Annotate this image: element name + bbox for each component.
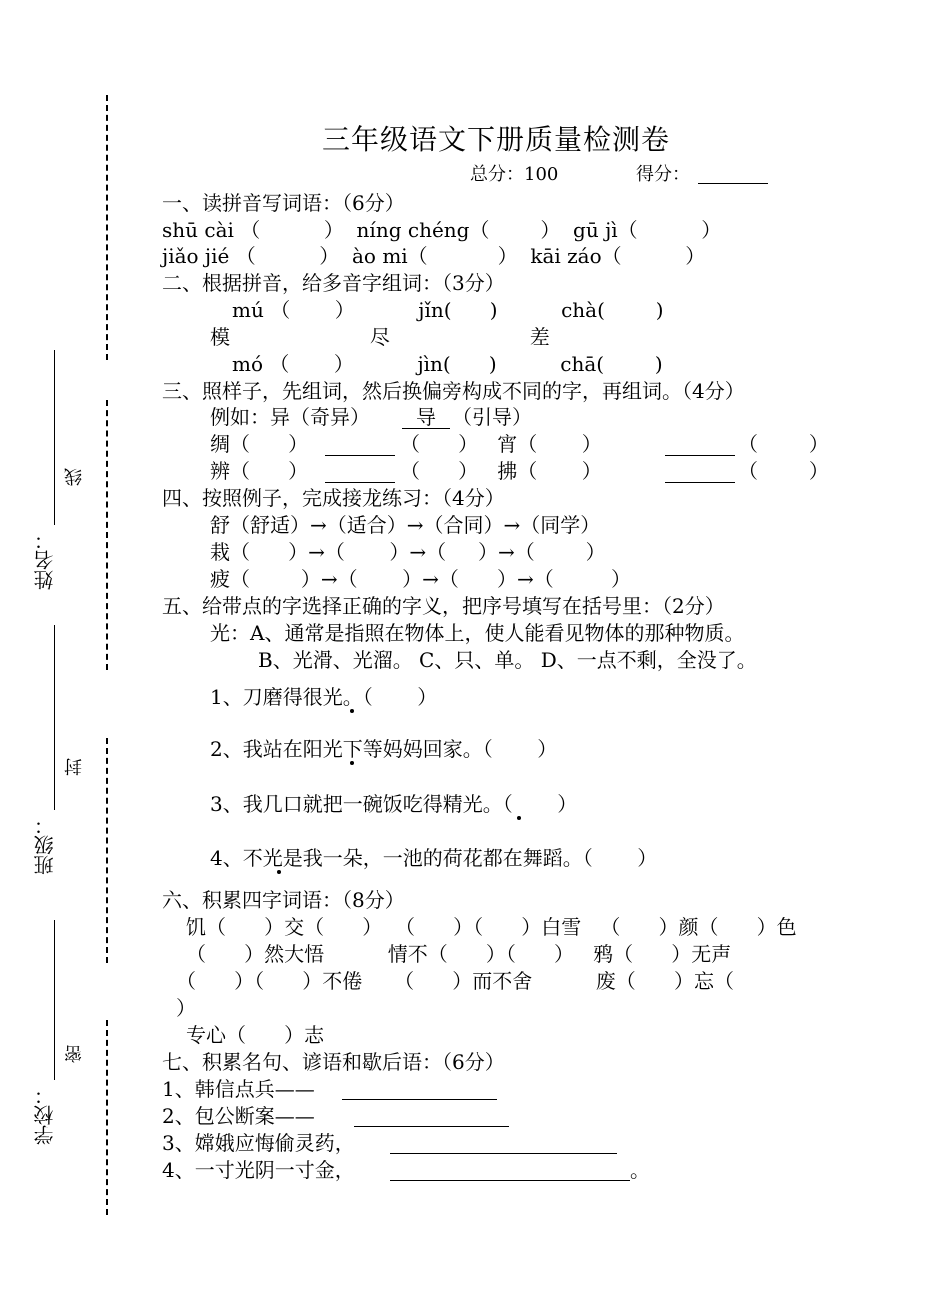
- s7-q3-blank[interactable]: [390, 1153, 617, 1154]
- emphasis-dot-q3: [517, 816, 521, 820]
- name-label: 姓名：: [33, 530, 57, 590]
- s7-q2: 2、包公断案——: [162, 1104, 315, 1128]
- s4-row-2: 栽（ ）→（ ）→（ ）→（ ）: [210, 540, 606, 564]
- binding-dashed-line-2: [106, 400, 108, 670]
- s4-row-3: 疲（ ）→（ ）→（ ）→（ ）: [210, 567, 631, 591]
- s3-example-a: 例如：异（奇异）: [210, 405, 370, 429]
- emphasis-dot-q4: [277, 870, 281, 874]
- s3-row1-blank-1[interactable]: [325, 455, 395, 456]
- s7-q4: 4、一寸光阴一寸金，: [162, 1158, 355, 1182]
- s7-q1: 1、韩信点兵——: [162, 1077, 315, 1101]
- school-field-line[interactable]: [54, 920, 55, 1080]
- s1-heading: 一、读拼音写词语：（6分）: [162, 191, 405, 215]
- s1-row-1: shū cài （ ） níng chéng（ ） gū jì（ ）: [162, 218, 722, 242]
- s6-row-2: （ ）然大悟 情不（ ）（ ） 鸦（ ）无声: [186, 942, 732, 966]
- s3-example-c: （引导）: [452, 405, 532, 429]
- s6-row-4: ）: [176, 996, 196, 1020]
- s5-q1: 1、刀磨得很光。（ ）: [210, 685, 438, 709]
- s2-pinyin-row-1: mú （ ） jǐn( ) chà( ): [232, 298, 664, 322]
- s6-row-1: 饥（ ）交（ ） （ ）（ ）白雪 （ ）颜（ ）色: [186, 915, 797, 939]
- binding-dashed-line-3: [106, 738, 108, 963]
- total-score: 总分：100: [470, 164, 559, 185]
- seal-mark-xian: 线: [64, 468, 85, 486]
- s3-row1-blank-2[interactable]: [665, 455, 735, 456]
- s5-heading: 五、给带点的字选择正确的字义，把序号填写在括号里：（2分）: [162, 594, 725, 618]
- emphasis-dot-q2: [350, 761, 354, 765]
- s5-q2: 2、我站在阳光下等妈妈回家。（ ）: [210, 737, 558, 761]
- score-field[interactable]: [698, 183, 768, 184]
- s3-row2-blank-1[interactable]: [325, 482, 395, 483]
- s4-row-1: 舒（舒适）→（适合）→（合同）→（同学）: [210, 513, 601, 537]
- binding-dashed-line-4: [106, 1020, 108, 1215]
- score-label: 得分：: [636, 164, 690, 185]
- s3-row1-c: （ ）: [738, 432, 829, 456]
- s3-row2-blank-2[interactable]: [665, 482, 735, 483]
- s5-def-1: 光：A、通常是指照在物体上，使人能看见物体的那种物质。: [210, 621, 745, 645]
- s2-heading: 二、根据拼音，给多音字组词：（3分）: [162, 271, 505, 295]
- s3-row1-a: 绸（ ）: [210, 432, 309, 456]
- s3-row2-c: （ ）: [738, 459, 829, 483]
- s6-row-3: （ ）（ ）不倦 （ ）而不舍 废（ ）忘（: [176, 969, 734, 993]
- s3-heading: 三、照样子，先组词，然后换偏旁构成不同的字，再组词。（4分）: [162, 379, 745, 403]
- class-label: 班级：: [33, 815, 57, 875]
- s7-heading: 七、积累名句、谚语和歇后语：（6分）: [162, 1050, 505, 1074]
- s3-row2-b: （ ） 拂（ ）: [400, 459, 602, 483]
- s7-q4-blank[interactable]: [390, 1180, 630, 1181]
- s5-q3: 3、我几口就把一碗饭吃得精光。（ ）: [210, 792, 578, 816]
- s7-q4-end: 。: [630, 1158, 650, 1182]
- s2-chars-row: 模 尽 差: [210, 325, 550, 349]
- s6-row-5: 专心（ ）志: [186, 1023, 325, 1047]
- seal-mark-feng: 封: [64, 758, 85, 776]
- s7-q1-blank[interactable]: [342, 1099, 497, 1100]
- s3-example-b: 导: [416, 405, 436, 429]
- s6-heading: 六、积累四字词语：（8分）: [162, 888, 405, 912]
- s7-q3: 3、嫦娥应悔偷灵药，: [162, 1131, 355, 1155]
- seal-mark-mi: 密: [64, 1045, 85, 1063]
- class-field-line[interactable]: [54, 625, 55, 810]
- s3-row2-a: 辨（ ）: [210, 459, 309, 483]
- s3-row1-b: （ ） 宵（ ）: [400, 432, 602, 456]
- s5-q4: 4、不光是我一朵，一池的荷花都在舞蹈。（ ）: [210, 846, 658, 870]
- binding-dashed-line-1: [106, 95, 108, 360]
- name-field-line[interactable]: [54, 350, 55, 525]
- s5-def-2: B、光滑、光溜。 C、只、单。 D、一点不剩，全没了。: [258, 648, 757, 672]
- s3-example-underline: [402, 428, 450, 429]
- emphasis-dot-q1: [350, 709, 354, 713]
- school-label: 学校：: [33, 1085, 57, 1145]
- page-title: 三年级语文下册质量检测卷: [322, 123, 671, 156]
- s2-pinyin-row-2: mó （ ） jìn( ) chā( ): [232, 352, 663, 376]
- s4-heading: 四、按照例子，完成接龙练习：（4分）: [162, 486, 505, 510]
- s1-row-2: jiǎo jié （ ） ào mi（ ） kāi záo（ ）: [162, 244, 706, 268]
- s7-q2-blank[interactable]: [354, 1126, 509, 1127]
